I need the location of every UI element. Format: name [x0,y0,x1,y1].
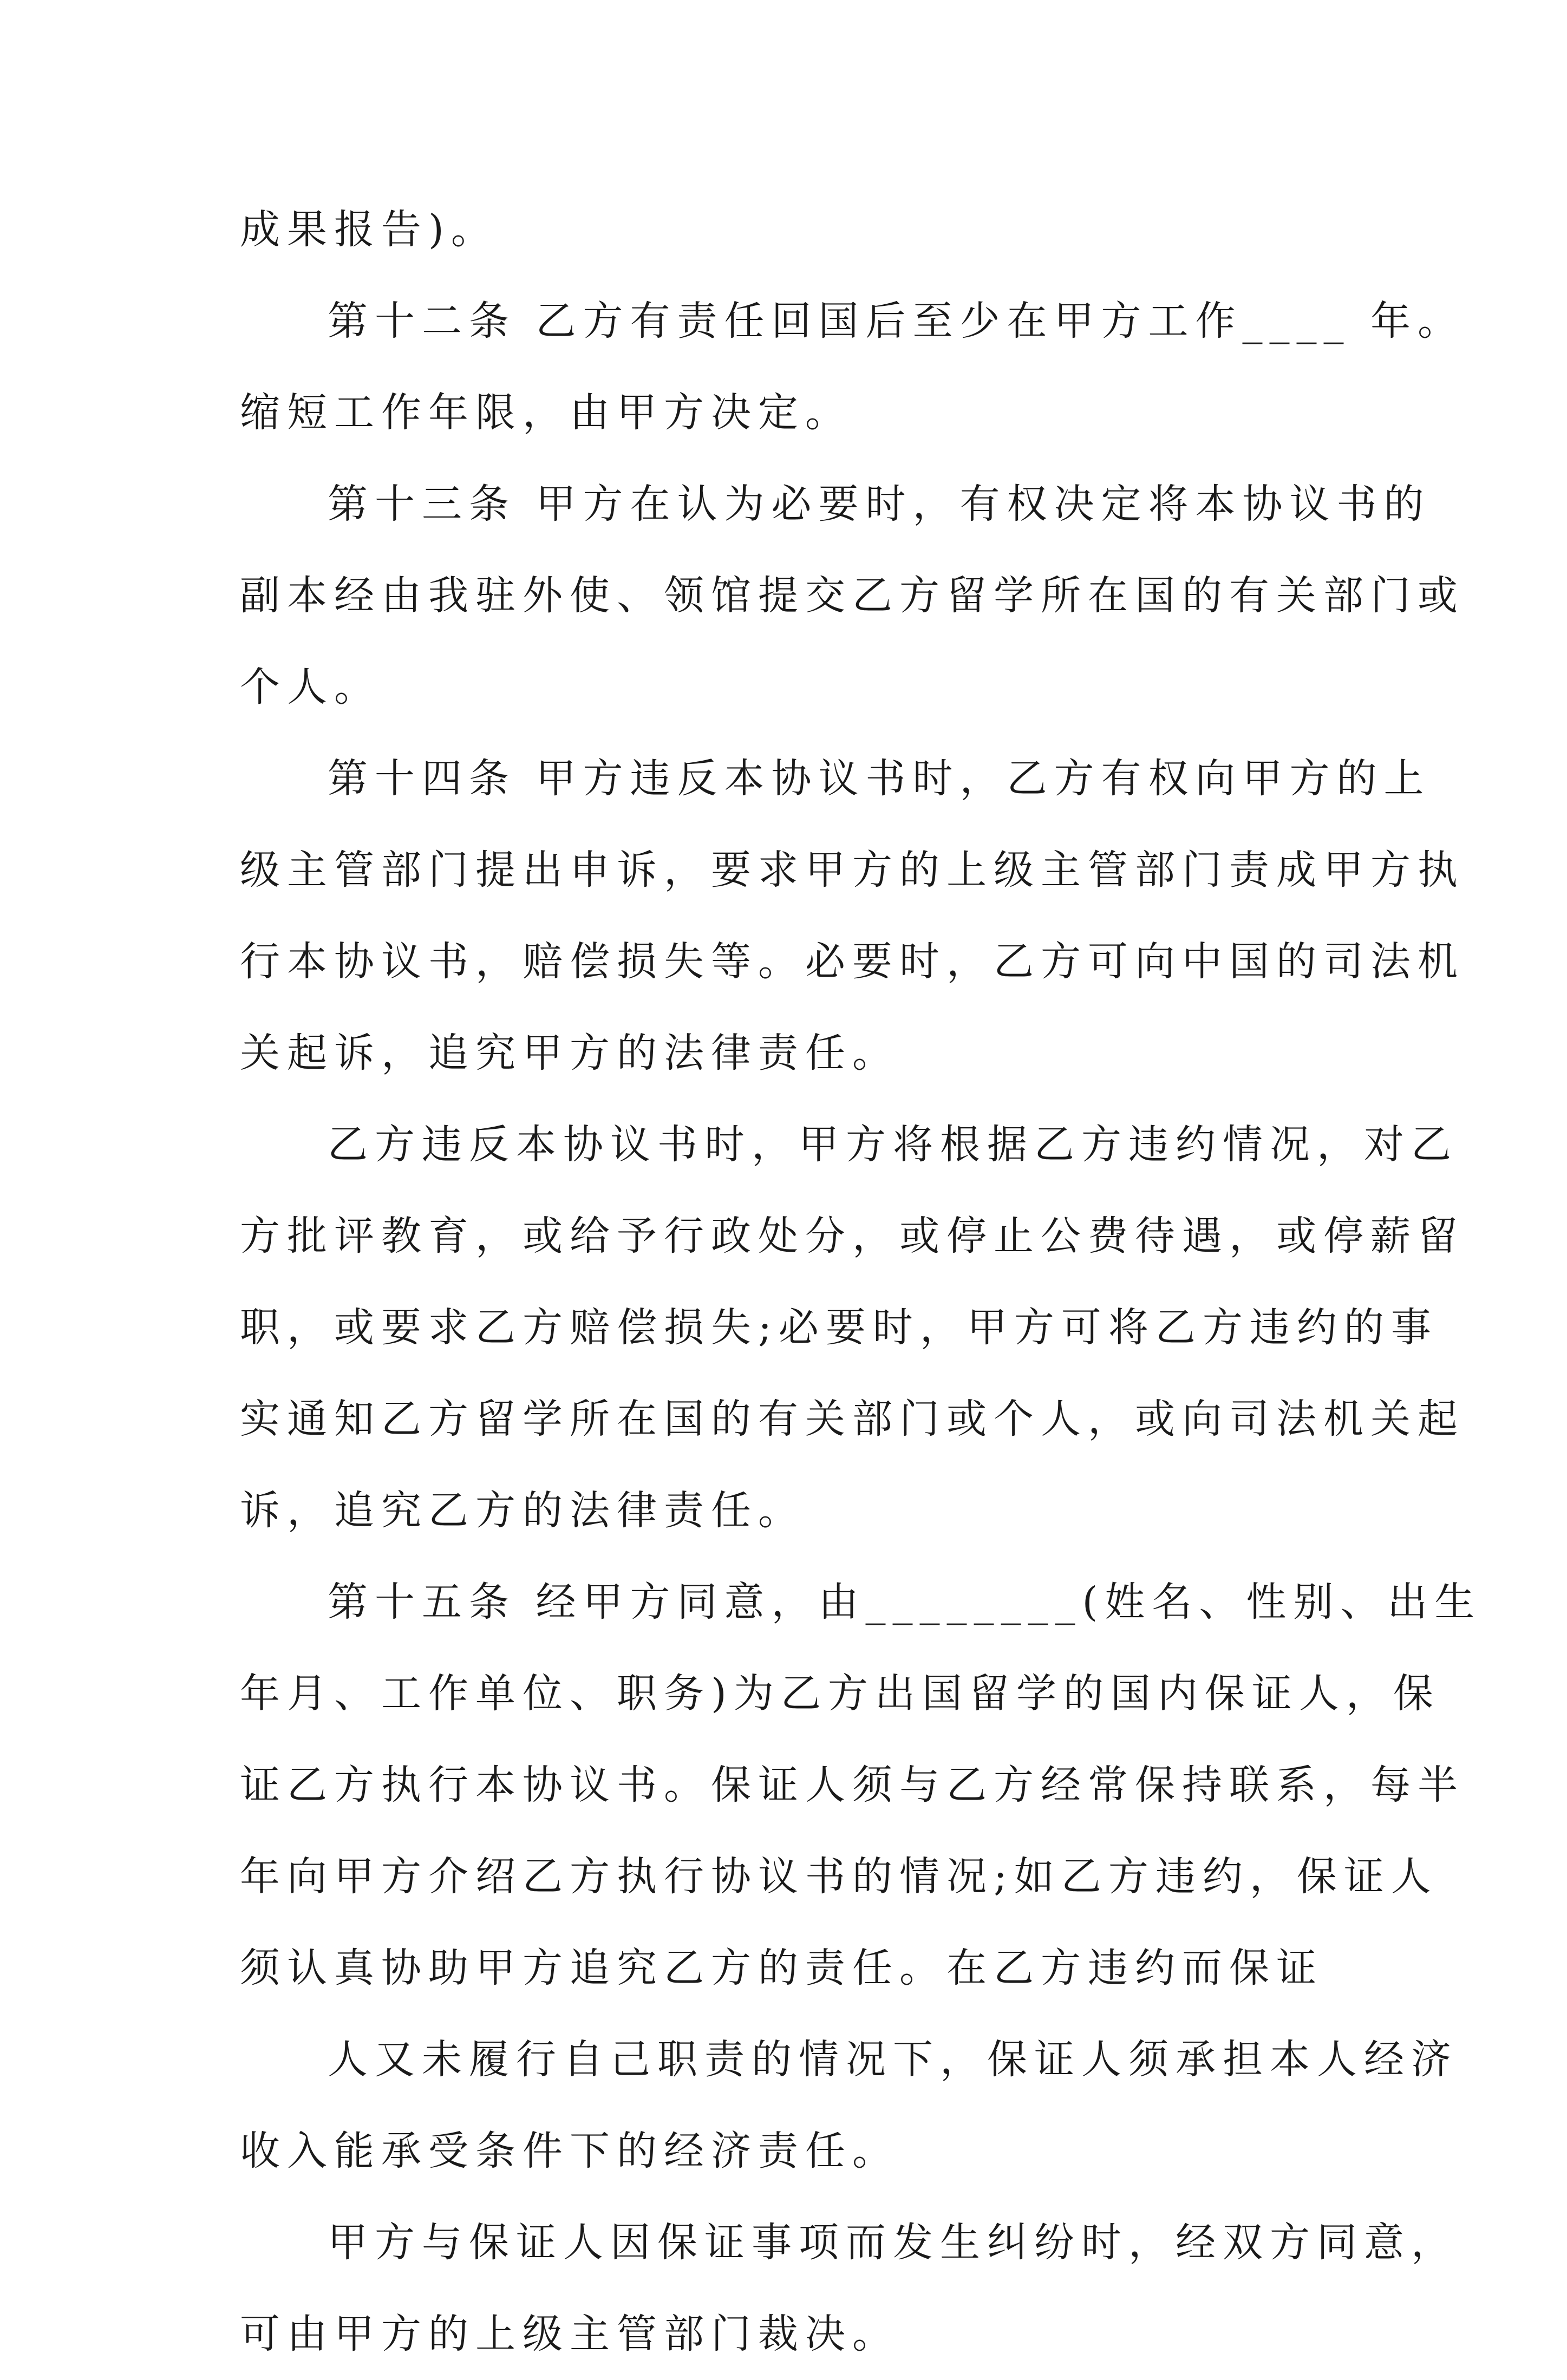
paragraph-dispute [240,2197,1458,2380]
text-line: 第十四条 甲方违反本协议书时，乙方有权向甲方的上 [328,755,1431,802]
paragraph-article-13 [240,459,1465,733]
paragraph-article-12 [240,276,1465,459]
text-line: 证乙方执行本协议书。保证人须与乙方经常保持联系，每半 [240,1762,1465,1808]
text-line: 成果报告)。 [240,206,498,253]
text-line: 人又未履行自己职责的情况下，保证人须承担本人经济 [328,2036,1458,2083]
text-line: 可由甲方的上级主管部门裁决。 [240,2311,899,2357]
text-line: 方批评教育，或给予行政处分，或停止公费待遇，或停薪留 [240,1213,1465,1259]
text-line: 乙方违反本协议书时，甲方将根据乙方违约情况，对乙 [328,1121,1458,1168]
text-line: 年月、工作单位、职务)为乙方出国留学的国内保证人，保 [240,1670,1440,1717]
text-line: 第十五条 经甲方同意，由________(姓名、性别、出生 [328,1579,1482,1625]
text-line: 副本经由我驻外使、领馆提交乙方留学所在国的有关部门或 [240,572,1465,619]
paragraph-article-15 [240,1557,1482,2014]
text-line: 级主管部门提出申诉，要求甲方的上级主管部门责成甲方执 [240,847,1465,893]
text-line: 收入能承受条件下的经济责任。 [240,2128,899,2174]
text-line: 第十三条 甲方在认为必要时，有权决定将本协议书的 [328,481,1431,527]
paragraph-1 [240,184,1344,276]
text-line: 关起诉，追究甲方的法律责任。 [240,1030,899,1076]
text-line: 须认真协助甲方追究乙方的责任。在乙方违约而保证 [240,1945,1323,1991]
paragraph-guarantor-liability [240,2014,1458,2197]
text-line: 行本协议书，赔偿损失等。必要时，乙方可向中国的司法机 [240,938,1465,985]
text-line: 实通知乙方留学所在国的有关部门或个人，或向司法机关起 [240,1396,1465,1442]
text-line: 缩短工作年限，由甲方决定。 [240,389,852,436]
text-line: 职，或要求乙方赔偿损失;必要时，甲方可将乙方违约的事 [240,1304,1438,1351]
paragraph-party-b-breach [240,1099,1465,1557]
text-line: 个人。 [240,664,381,710]
text-line: 甲方与保证人因保证事项而发生纠纷时，经双方同意， [328,2219,1458,2266]
document-body [240,184,1482,2380]
text-line: 第十二条 乙方有责任回国后至少在甲方工作____ 年。 [328,298,1465,344]
paragraph-article-14 [240,733,1465,1099]
text-line: 年向甲方介绍乙方执行协议书的情况;如乙方违约，保证人 [240,1853,1438,1900]
text-line: 诉，追究乙方的法律责任。 [240,1487,805,1534]
